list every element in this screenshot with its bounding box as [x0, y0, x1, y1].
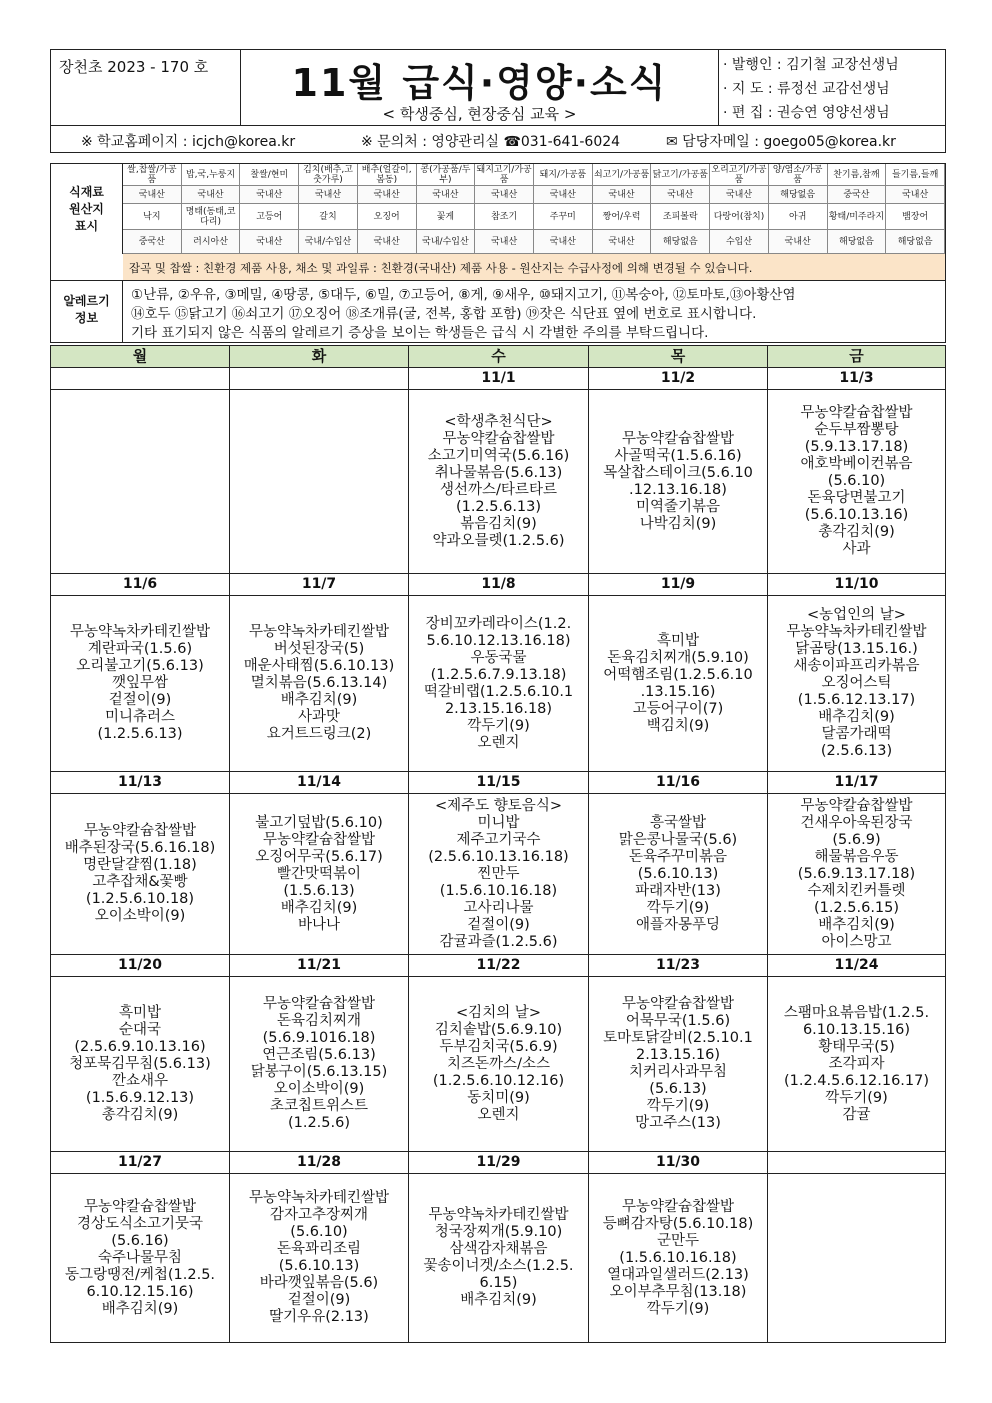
menu-cell	[51, 977, 230, 1152]
origin-item: 콩(가공품/두부)	[417, 164, 476, 186]
menu-item: 소고기미역국(5.6.16)	[427, 447, 570, 464]
menu-item: 무농약칼슘찹쌀밥	[621, 430, 735, 447]
date-label: 11/29	[409, 1152, 589, 1174]
menu-item: 배추김치(9)	[101, 1300, 179, 1317]
menu-item: 불고기덮밥(5.6.10)	[255, 814, 383, 831]
origin-country: 해당없음	[828, 230, 887, 254]
menu-item: 목살찹스테이크(5.6.10	[603, 464, 753, 481]
origin-item: 닭고기/가공품	[651, 164, 710, 186]
email-text: ✉ 담당자메일 : goego05@korea.kr	[666, 134, 896, 150]
menu-item: 동그랑땡전/케첩(1.2.5.	[64, 1266, 216, 1283]
menu-item: 약과오믈렛(1.2.5.6)	[432, 532, 565, 549]
menu-item: (5.9.13.17.18)	[804, 439, 909, 455]
menu-item: 무농약칼슘찹쌀밥	[442, 430, 555, 447]
origin-country: 국내/수입산	[299, 230, 358, 254]
day-header: 금	[768, 346, 945, 368]
origin-country: 국내산	[886, 186, 945, 204]
menu-item: 깍두기(9)	[646, 1098, 710, 1114]
menu-item: 연근조림(5.6.13)	[262, 1047, 376, 1063]
editor: · 편 집 : 권승연 영양선생님	[723, 105, 890, 121]
origin-item: 찰쌀/현미	[240, 164, 299, 186]
menu-item: 오징어스틱	[821, 675, 892, 691]
date-label: 11/8	[409, 574, 589, 596]
menu-cell	[51, 596, 230, 772]
date-label: 11/30	[589, 1152, 768, 1174]
date-label: 11/13	[51, 772, 230, 794]
origin-country: 국내산	[475, 230, 534, 254]
menu-item: (5.6.9.13.17.18)	[797, 865, 916, 882]
menu-item: 무농약칼슘찹쌀밥	[621, 996, 735, 1012]
menu-item: 달콤가래떡	[821, 726, 892, 742]
menu-cell	[589, 596, 768, 772]
origin-country: 국내산	[769, 230, 828, 254]
menu-item: (1.2.5.6.13)	[455, 498, 542, 515]
origin-country: 국내산	[182, 186, 241, 204]
menu-item: 치커리사과무침	[628, 1064, 728, 1080]
origin-item: 꽃게	[417, 204, 476, 230]
menu-item: 2.13.15.16.18)	[444, 700, 553, 717]
menu-item: 돈육김치찌개(5.9.10)	[607, 649, 749, 666]
date-label: 11/6	[51, 574, 230, 596]
menu-cell	[589, 977, 768, 1152]
homepage-text: ※ 학교홈페이지 : icjch@korea.kr	[81, 134, 296, 150]
menu-item: (5.6.10.13.16)	[804, 507, 909, 523]
origin-country: 국내산	[534, 230, 593, 254]
menu-item: (2.5.6.13)	[820, 743, 893, 759]
menu-item: 떡갈비랩(1.2.5.6.10.1	[423, 683, 574, 700]
menu-item: 애플자몽푸딩	[635, 916, 721, 933]
menu-cell	[768, 390, 945, 574]
menu-item: 2.13.15.16)	[635, 1047, 721, 1063]
date-label: 11/10	[768, 574, 945, 596]
menu-item: 5.6.10.12.13.16.18)	[426, 632, 571, 649]
menu-cell	[230, 1174, 409, 1342]
origin-item: 양/염소/가공품	[769, 164, 828, 186]
contact-bar	[50, 126, 946, 153]
date-label: 11/1	[409, 368, 589, 390]
origin-label: 식재료 원산지 표시	[51, 164, 123, 254]
menu-item: 돈육꽈리조림	[276, 1241, 362, 1257]
menu-item: 배추김치(9)	[280, 899, 358, 916]
menu-item: 아이스망고	[821, 933, 892, 950]
menu-item: 등뼈감자탕(5.6.10.18)	[602, 1215, 754, 1232]
allergy-box	[50, 281, 946, 343]
menu-item: (1.5.6.10.16.18)	[439, 882, 558, 899]
menu-item: 꽃송이너겟/소스(1.2.5.	[423, 1258, 574, 1274]
menu-item: 고추잡채&꽃빵	[92, 874, 188, 890]
menu-item: 수제치킨커틀렛	[807, 882, 906, 899]
menu-item: 동치미(9)	[467, 1089, 530, 1106]
date-label: 11/23	[589, 955, 768, 977]
menu-cell	[230, 977, 409, 1152]
menu-item: 열대과일샐러드(2.13)	[607, 1266, 749, 1283]
menu-cell	[409, 977, 589, 1152]
menu-item: (1.5.6.13)	[283, 882, 355, 899]
menu-item: 무농약녹차카테킨쌀밥	[69, 624, 211, 640]
origin-country: 중국산	[828, 186, 887, 204]
menu-item: 무농약칼슘찹쌀밥	[621, 1198, 735, 1215]
menu-item: 어떡햄조림(1.2.5.6.10	[603, 666, 753, 683]
origin-item: 황태/미주라지	[828, 204, 887, 230]
menu-item: 제주고기국수	[456, 831, 541, 848]
menu-cell	[768, 794, 945, 955]
origin-country: 국내산	[534, 186, 593, 204]
menu-item: 감귤	[842, 1106, 871, 1123]
menu-item: 청국장찌개(5.9.10)	[434, 1224, 563, 1240]
menu-cell	[409, 1174, 589, 1342]
menu-item: 오이부추무침(13.18)	[609, 1283, 747, 1300]
menu-item: 빨간맛떡볶이	[276, 865, 362, 882]
menu-item: 고등어구이(7)	[632, 700, 724, 717]
menu-item: 미니츄러스	[104, 709, 176, 725]
date-label: 11/16	[589, 772, 768, 794]
page-subtitle: < 학생중심, 현장중심 교육 >	[382, 105, 577, 123]
menu-item: 무농약녹차카테킨쌀밥	[786, 624, 927, 640]
allergy-label: 알레르기 정보	[51, 281, 123, 342]
date-label: 11/7	[230, 574, 409, 596]
menu-item: 사골떡국(1.5.6.16)	[614, 447, 742, 464]
menu-item: 바라깻잎볶음(5.6)	[259, 1275, 379, 1291]
menu-item: 배추김치(9)	[818, 709, 895, 725]
menu-item: .12.13.16.18)	[629, 481, 727, 498]
menu-item: 흥국쌀밥	[649, 814, 707, 831]
menu-item: 생선까스/타르타르	[440, 481, 557, 498]
menu-item: (2.5.6.9.10.13.16)	[74, 1038, 206, 1055]
origin-country: 해당없음	[886, 230, 945, 254]
origin-item: 쌀,찹쌀/가공품	[123, 164, 182, 186]
origin-country: 국내산	[710, 186, 769, 204]
menu-item: 배추된장국(5.6.16.18)	[64, 840, 216, 856]
day-header: 수	[409, 346, 589, 368]
menu-item: 배추김치(9)	[460, 1292, 537, 1308]
menu-item: 명란달걀찜(1.18)	[83, 857, 197, 873]
origin-item: 찬기름,참깨	[828, 164, 887, 186]
day-header: 화	[230, 346, 409, 368]
menu-cell	[51, 1174, 230, 1342]
menu-item: 오리불고기(5.6.13)	[76, 658, 204, 674]
menu-cell	[768, 977, 945, 1152]
menu-item: 6.10.12.15.16)	[86, 1283, 194, 1300]
menu-item: 스팸마요볶음밥(1.2.5.	[783, 1004, 930, 1021]
menu-cell	[230, 390, 409, 574]
date-label	[230, 368, 409, 390]
date-label: 11/24	[768, 955, 945, 977]
origin-item: 오리고기/가공품	[710, 164, 769, 186]
menu-item: <학생추천식단>	[444, 413, 553, 430]
menu-item: 미역줄기볶음	[635, 498, 721, 515]
menu-item: 돈육당면불고기	[807, 490, 906, 506]
menu-cell	[409, 390, 589, 574]
menu-item: 찐만두	[477, 865, 520, 882]
menu-item: 계란파국(1.5.6)	[87, 641, 193, 657]
origin-item: 뱀장어	[886, 204, 945, 230]
menu-item: 겉절이(9)	[287, 1292, 351, 1308]
menu-item: 깍두기(9)	[646, 899, 710, 916]
menu-item: 오이소박이(9)	[94, 908, 186, 924]
menu-item: <김치의 날>	[456, 1004, 541, 1021]
menu-item: 무농약칼슘찹쌀밥	[262, 831, 376, 848]
menu-item: 무농약칼슘찹쌀밥	[800, 797, 913, 814]
menu-item: 겉절이(9)	[108, 692, 172, 708]
origin-item: 다랑어(참치)	[710, 204, 769, 230]
origin-country: 국내산	[475, 186, 534, 204]
menu-item: 닭곰탕(13.15.16.)	[795, 641, 918, 657]
origin-item: 참조기	[475, 204, 534, 230]
origin-grid	[123, 164, 945, 254]
issue-box	[51, 50, 241, 125]
origin-country: 해당없음	[769, 186, 828, 204]
origin-item: 아귀	[769, 204, 828, 230]
menu-item: 취나물볶음(5.6.13)	[434, 464, 563, 481]
menu-item: 망고주스(13)	[635, 1115, 721, 1131]
date-label: 11/28	[230, 1152, 409, 1174]
menu-item: 흑미밥	[118, 1004, 162, 1021]
menu-item: 멸치볶음(5.6.13.14)	[250, 675, 388, 691]
origin-item: 오징어	[358, 204, 417, 230]
menu-item: 경상도식소고기뭇국	[76, 1215, 204, 1232]
origin-country: 국내산	[651, 186, 710, 204]
menu-item: 건새우아욱된장국	[800, 814, 913, 831]
menu-item: (5.6.10)	[290, 1224, 348, 1240]
menu-item: 조각피자	[828, 1055, 885, 1072]
menu-item: 배추김치(9)	[818, 916, 895, 933]
origin-item: 돼지/가공품	[534, 164, 593, 186]
inquiry-text: ※ 문의처 : 영양관리실 ☎031-641-6024	[361, 134, 621, 150]
menu-item: 배추김치(9)	[280, 692, 358, 708]
menu-item: 무농약칼슘찹쌀밥	[83, 823, 197, 839]
menu-item: (1.2.5.6.13)	[97, 726, 183, 742]
origin-item: 김치(배추,고춧가루)	[299, 164, 358, 186]
menu-item: (5.6.9.1016.18)	[262, 1030, 376, 1046]
menu-item: 토마토닭갈비(2.5.10.1	[603, 1030, 753, 1046]
menu-item: 사과	[842, 541, 871, 557]
menu-item: 청포묵김무침(5.6.13)	[69, 1055, 211, 1072]
menu-item: (2.5.6.10.13.16.18)	[428, 848, 569, 865]
menu-item: (1.2.4.5.6.12.16.17)	[783, 1072, 930, 1089]
menu-item: 깻잎무쌈	[111, 675, 169, 691]
menu-item: 흑미밥	[656, 632, 700, 649]
menu-item: 나박김치(9)	[639, 515, 717, 532]
menu-item: 감귤과즐(1.2.5.6)	[439, 933, 558, 950]
menu-item: 깍두기(9)	[825, 1089, 888, 1106]
menu-item: (5.6.13)	[649, 1081, 707, 1097]
menu-item: 백김치(9)	[646, 717, 710, 734]
newsletter-header	[50, 49, 946, 126]
menu-item: 미니밥	[477, 814, 520, 831]
menu-item: 무농약녹차카테킨쌀밥	[248, 624, 390, 640]
menu-cell	[589, 390, 768, 574]
menu-item: 오이소박이(9)	[273, 1081, 365, 1097]
menu-item: 순대국	[118, 1021, 162, 1038]
date-label: 11/9	[589, 574, 768, 596]
menu-item: 무농약칼슘찹쌀밥	[262, 996, 376, 1012]
menu-cell	[230, 794, 409, 955]
menu-item: 애호박베이컨볶음	[800, 456, 913, 472]
origin-country: 국내산	[240, 186, 299, 204]
date-label: 11/22	[409, 955, 589, 977]
origin-country: 국내산	[240, 230, 299, 254]
origin-item: 조피볼락	[651, 204, 710, 230]
origin-country: 중국산	[123, 230, 182, 254]
menu-cell	[409, 794, 589, 955]
menu-item: 버섯된장국(5)	[273, 641, 365, 657]
menu-item: 김치솥밥(5.6.9.10)	[434, 1021, 563, 1038]
menu-item: 사과맛	[297, 709, 341, 725]
publisher: · 발행인 : 김기철 교장선생님	[723, 57, 899, 73]
menu-item: 고사리나물	[463, 899, 534, 916]
origin-item: 들기름,들깨	[886, 164, 945, 186]
menu-item: 해물볶음우동	[814, 848, 899, 865]
origin-item: 쇠고기/가공품	[593, 164, 652, 186]
origin-item: 배추(얼갈이,봄동)	[358, 164, 417, 186]
allergy-line-3: 기타 표기되지 않은 식품의 알레르기 증상을 보이는 학생들은 급식 시 각별한 주의를 부탁드립니다.	[131, 325, 709, 341]
origin-table	[50, 163, 946, 281]
date-label: 11/14	[230, 772, 409, 794]
menu-item: 매운사태찜(5.6.10.13)	[243, 658, 395, 674]
origin-country: 국내산	[593, 230, 652, 254]
menu-item: 볶음김치(9)	[460, 515, 537, 532]
menu-item: (1.5.6.9.12.13)	[85, 1089, 195, 1106]
origin-item: 짱어/우럭	[593, 204, 652, 230]
menu-item: (1.2.5.6.10.18)	[85, 891, 195, 907]
menu-item: (1.2.5.6.7.9.13.18)	[430, 666, 567, 683]
menu-cell	[409, 596, 589, 772]
menu-item: 치즈돈까스/소스	[447, 1055, 550, 1072]
origin-item: 주꾸미	[534, 204, 593, 230]
menu-item: 요거트드링크(2)	[266, 726, 372, 742]
origin-country: 국내산	[417, 186, 476, 204]
origin-country: 해당없음	[651, 230, 710, 254]
menu-item: 맑은콩나물국(5.6)	[618, 831, 738, 848]
menu-item: (5.6.16)	[111, 1232, 169, 1249]
date-label: 11/21	[230, 955, 409, 977]
date-label: 11/17	[768, 772, 945, 794]
date-label	[768, 1152, 945, 1174]
menu-cell	[230, 596, 409, 772]
menu-item: <제주도 향토음식>	[435, 797, 562, 814]
menu-item: 새송이파프리카볶음	[793, 658, 920, 674]
menu-item: 무농약칼슘찹쌀밥	[83, 1198, 197, 1215]
menu-item: (5.6.9)	[832, 831, 881, 848]
date-label: 11/20	[51, 955, 230, 977]
menu-item: (1.5.6.12.13.17)	[797, 692, 916, 708]
menu-item: 삼색감자채볶음	[449, 1241, 548, 1257]
date-label: 11/27	[51, 1152, 230, 1174]
supervisor: · 지 도 : 류정선 교감선생님	[723, 81, 890, 97]
menu-item: 깍두기(9)	[646, 1300, 710, 1317]
menu-item: 순두부짬뽕탕	[814, 422, 899, 438]
menu-item: (5.6.10.13)	[637, 865, 719, 882]
menu-item: 오렌지	[477, 734, 520, 751]
origin-country: 러시아산	[182, 230, 241, 254]
menu-item: (1.2.5.6.10.12.16)	[432, 1072, 565, 1089]
origin-country: 국내산	[593, 186, 652, 204]
origin-country: 국내/수입산	[417, 230, 476, 254]
origin-country: 국내산	[299, 186, 358, 204]
menu-item: 돈육김치찌개	[276, 1013, 362, 1029]
origin-country: 수입산	[710, 230, 769, 254]
allergy-line-2: ⑭호두 ⑮닭고기 ⑯쇠고기 ⑰오징어 ⑱조개류(굴, 전복, 홍합 포함) ⑲잣은 식단표 옆에 번호로 표시합니다.	[131, 306, 757, 322]
menu-item: 파래자반(13)	[635, 882, 721, 899]
origin-country: 국내산	[358, 230, 417, 254]
menu-item: 총각김치(9)	[101, 1106, 179, 1123]
menu-item: 딸기우유(2.13)	[269, 1309, 369, 1325]
menu-item: 6.15)	[479, 1275, 518, 1291]
menu-item: 감자고추장찌개	[269, 1207, 369, 1223]
menu-item: 어묵무국(1.5.6)	[625, 1013, 731, 1029]
menu-cell	[51, 794, 230, 955]
menu-item: 무농약칼슘찹쌀밥	[800, 405, 913, 421]
menu-item: 총각김치(9)	[818, 524, 895, 540]
menu-item: (1.2.5.6.15)	[813, 899, 900, 916]
menu-cell	[768, 1174, 945, 1342]
issue-number: 장천초 2023 - 170 호	[59, 58, 209, 76]
origin-country: 국내산	[358, 186, 417, 204]
menu-cell	[51, 390, 230, 574]
menu-item: 장비꼬카레라이스(1.2.	[425, 615, 572, 632]
allergy-line-1: ①난류, ②우유, ③메밀, ④땅콩, ⑤대두, ⑥밀, ⑦고등어, ⑧게, ⑨새우, ⑩돼지고기, ⑪복숭아, ⑫토마토,⑬아황산염	[131, 287, 796, 303]
day-header: 목	[589, 346, 768, 368]
menu-item: .13.15.16)	[640, 683, 716, 700]
menu-cell	[589, 794, 768, 955]
date-label	[51, 368, 230, 390]
day-header: 월	[51, 346, 230, 368]
menu-item: 바나나	[297, 916, 341, 933]
date-label: 11/3	[768, 368, 945, 390]
menu-item: (5.6.10)	[827, 473, 886, 489]
menu-item: 깐쇼새우	[111, 1072, 169, 1089]
menu-item: 황태무국(5)	[818, 1038, 895, 1055]
origin-country: 국내산	[123, 186, 182, 204]
staff-box	[719, 50, 945, 125]
origin-item: 돼지고기/가공품	[475, 164, 534, 186]
menu-item: 무농약녹차카테킨쌀밥	[248, 1190, 390, 1206]
origin-item: 명태(동태,코다리)	[182, 204, 241, 230]
menu-item: 숙주나물무침	[97, 1249, 183, 1266]
menu-item: 오렌지	[477, 1106, 520, 1123]
menu-item: 초코칩트위스트	[269, 1098, 369, 1114]
origin-note: 잡곡 및 찹쌀 : 친환경 제품 사용, 채소 및 과일류 : 친환경(국내산) 제품 사용 - 원산지는 수급사정에 의해 변경될 수 있습니다.	[123, 254, 945, 280]
origin-item: 고등어	[240, 204, 299, 230]
menu-cell	[768, 596, 945, 772]
menu-cell	[589, 1174, 768, 1342]
title-box	[241, 50, 719, 125]
menu-item: <농업인의 날>	[807, 607, 906, 623]
menu-calendar	[50, 345, 946, 1343]
menu-item: 닭봉구이(5.6.13.15)	[250, 1064, 388, 1080]
menu-item: 두부김치국(5.6.9)	[439, 1038, 558, 1055]
menu-item: 우동국물	[470, 649, 527, 666]
menu-item: 돈육주꾸미볶음	[628, 848, 728, 865]
menu-item: (1.2.5.6)	[287, 1115, 351, 1131]
origin-item: 낙지	[123, 204, 182, 230]
menu-item: 오징어무국(5.6.17)	[255, 848, 383, 865]
menu-item: (1.5.6.10.16.18)	[619, 1249, 737, 1266]
date-label: 11/2	[589, 368, 768, 390]
menu-item: 깍두기(9)	[467, 717, 530, 734]
origin-item: 갈치	[299, 204, 358, 230]
page-title: 11월 급식·영양·소식	[291, 61, 668, 105]
menu-item: 6.10.13.15.16)	[802, 1021, 911, 1038]
origin-item: 밥,국,누룽지	[182, 164, 241, 186]
menu-item: 군만두	[656, 1232, 700, 1249]
menu-item: (5.6.10.13)	[278, 1258, 360, 1274]
menu-item: 무농약녹차카테킨쌀밥	[428, 1207, 569, 1223]
menu-item: 겉절이(9)	[467, 916, 530, 933]
date-label: 11/15	[409, 772, 589, 794]
